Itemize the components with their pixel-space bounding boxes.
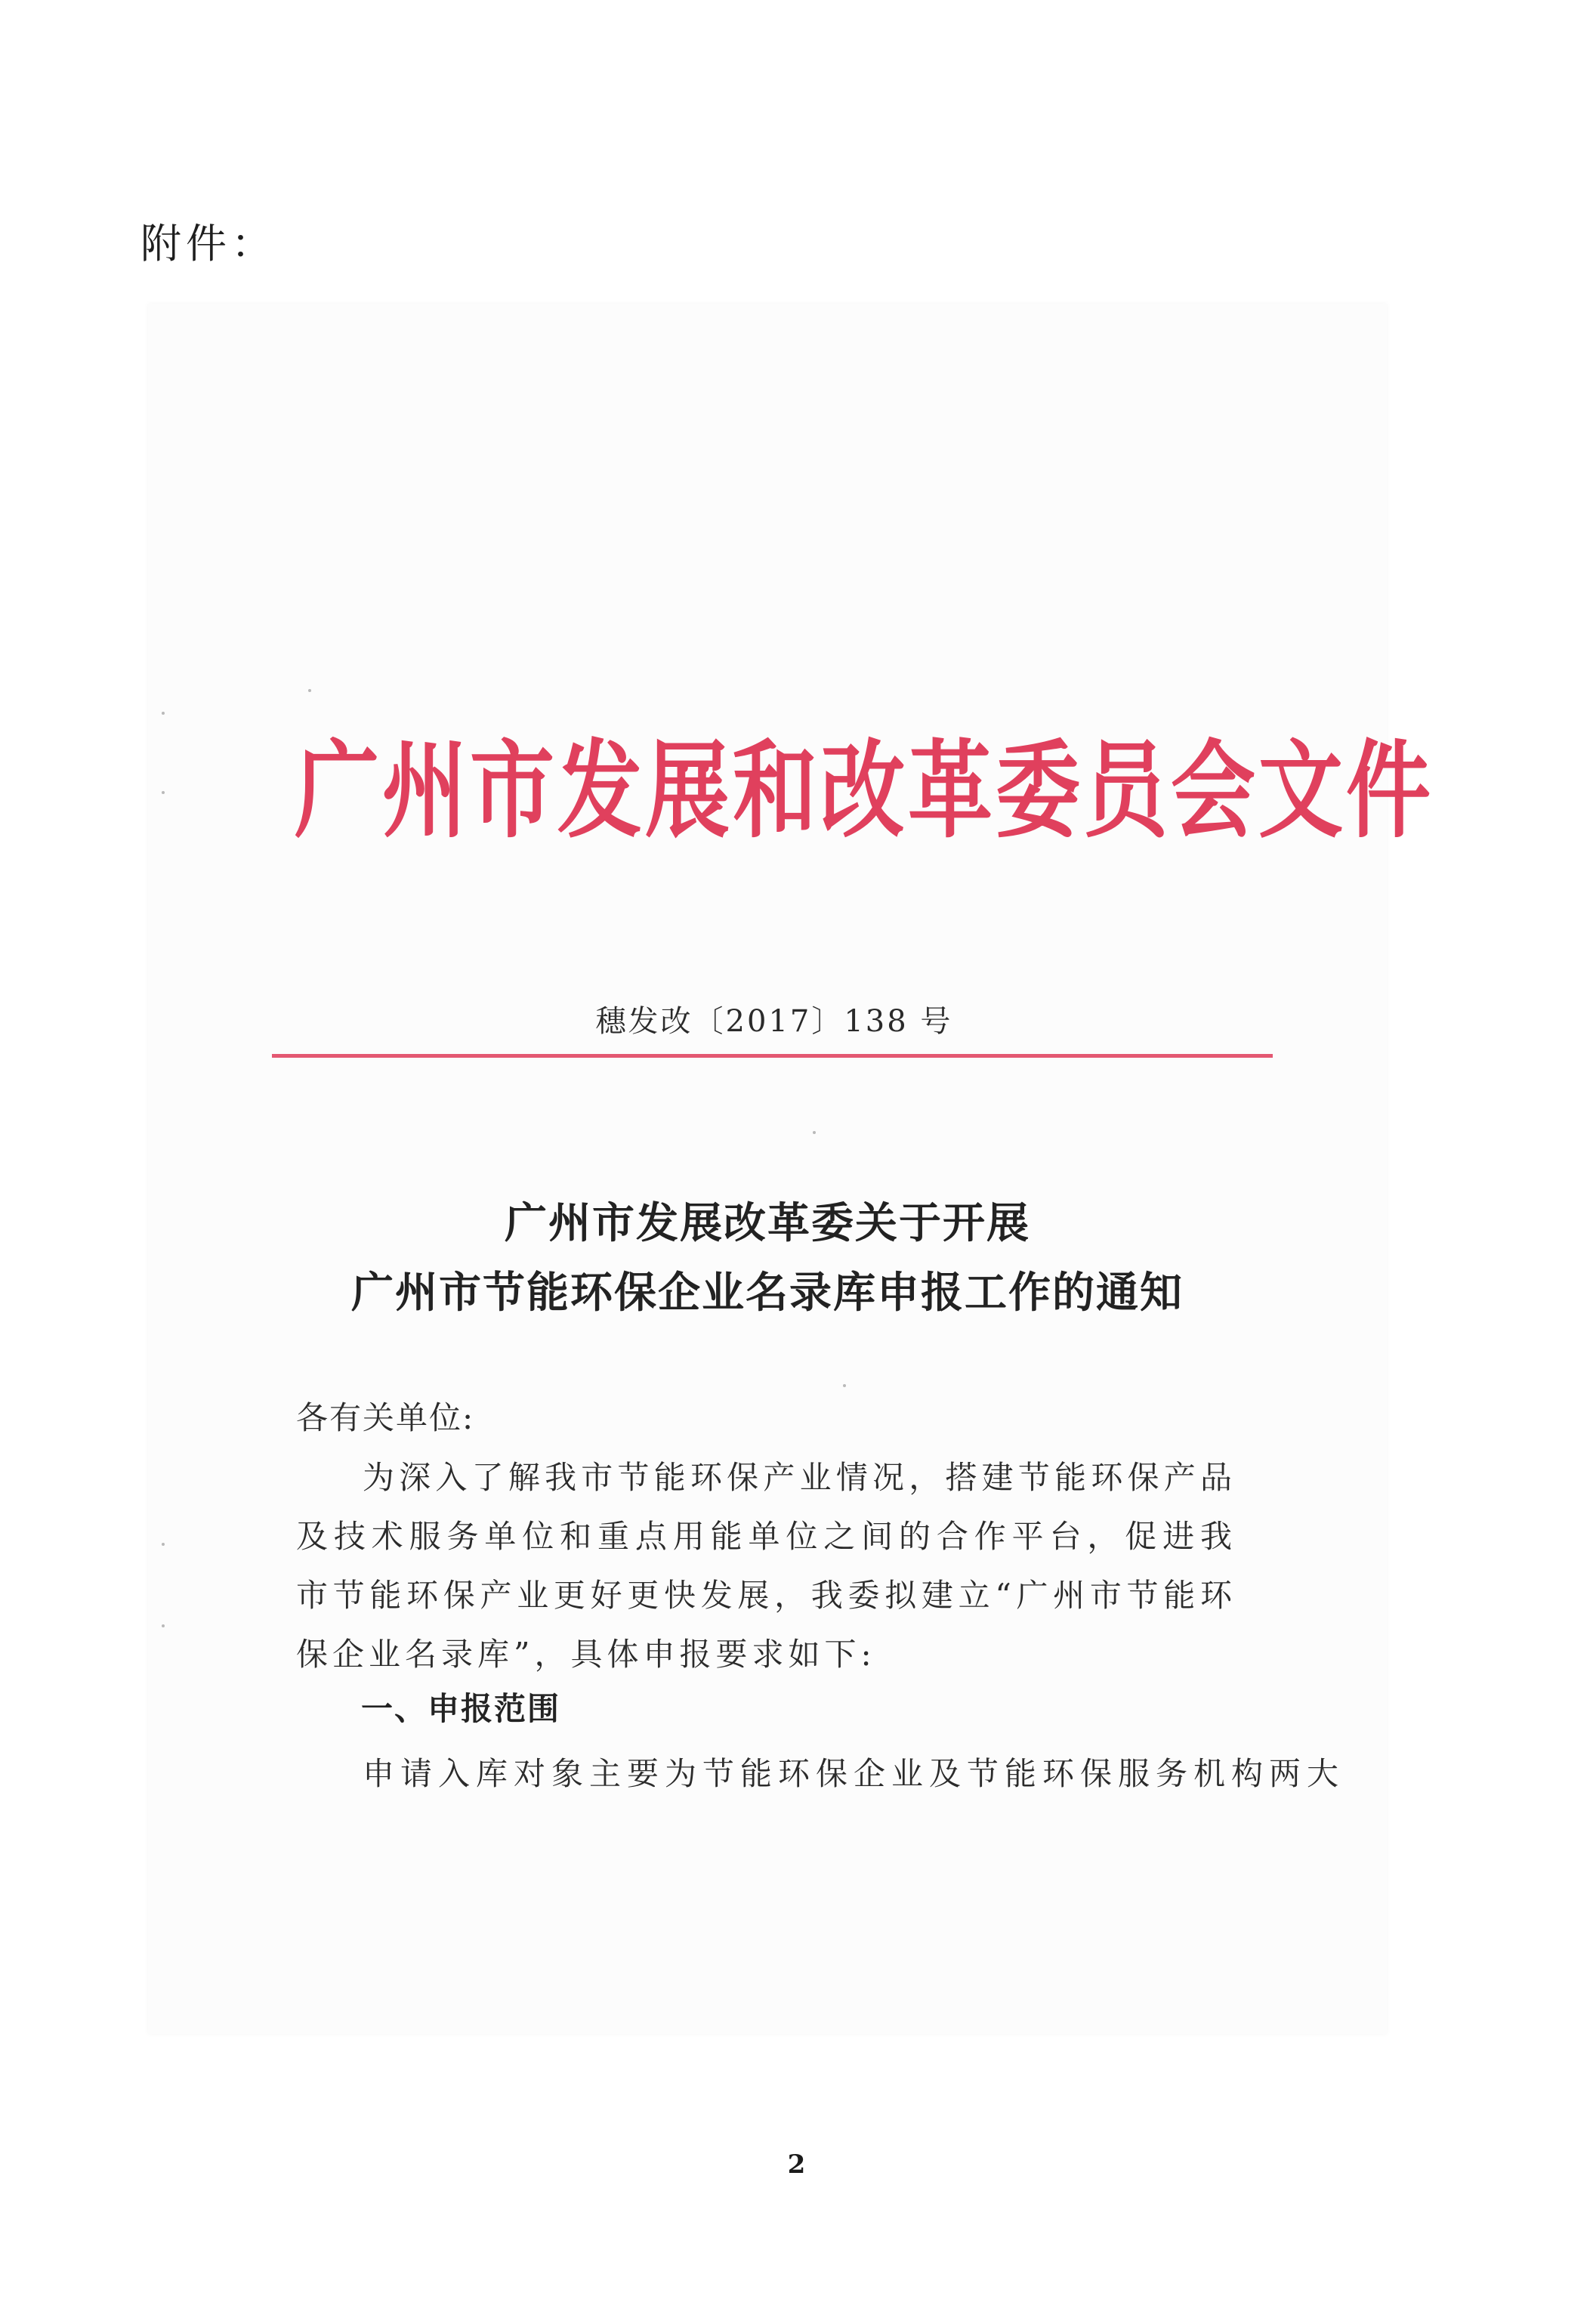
scan-mark xyxy=(162,1543,165,1546)
document-number: 穗发改〔2017〕138 号 xyxy=(595,1004,953,1039)
scan-mark xyxy=(162,712,165,715)
notice-title-line-1: 广州市发展改革委关于开展 xyxy=(505,1198,1030,1248)
red-divider-line xyxy=(272,1054,1273,1058)
paragraph-scope: 申请入库对象主要为节能环保企业及节能环保服务机构两大 xyxy=(363,1755,1345,1792)
notice-title-line-2: 广州市节能环保企业名录库申报工作的通知 xyxy=(351,1268,1184,1318)
scan-mark xyxy=(162,791,165,794)
scan-mark xyxy=(813,1131,816,1134)
salutation: 各有关单位: xyxy=(296,1399,475,1436)
scan-mark xyxy=(843,1384,846,1387)
scan-mark xyxy=(308,689,311,692)
paragraph-intro: 为深入了解我市节能环保产业情况，搭建节能环保产品及技术服务单位和重点用能单位之间的合作平台，促进我市节能环保产业更好更快发展，我委拟建立“广州市节能环保企业名录库”，具体申报要求如下: xyxy=(296,1459,1236,1673)
page-number: 2 xyxy=(787,2149,806,2180)
attachment-label: 附件： xyxy=(140,220,276,267)
letterhead-title: 广州市发展和改革委员会文件 xyxy=(295,729,1434,853)
section-heading-scope: 一、申报范围 xyxy=(361,1690,561,1727)
scan-mark xyxy=(162,1624,165,1627)
